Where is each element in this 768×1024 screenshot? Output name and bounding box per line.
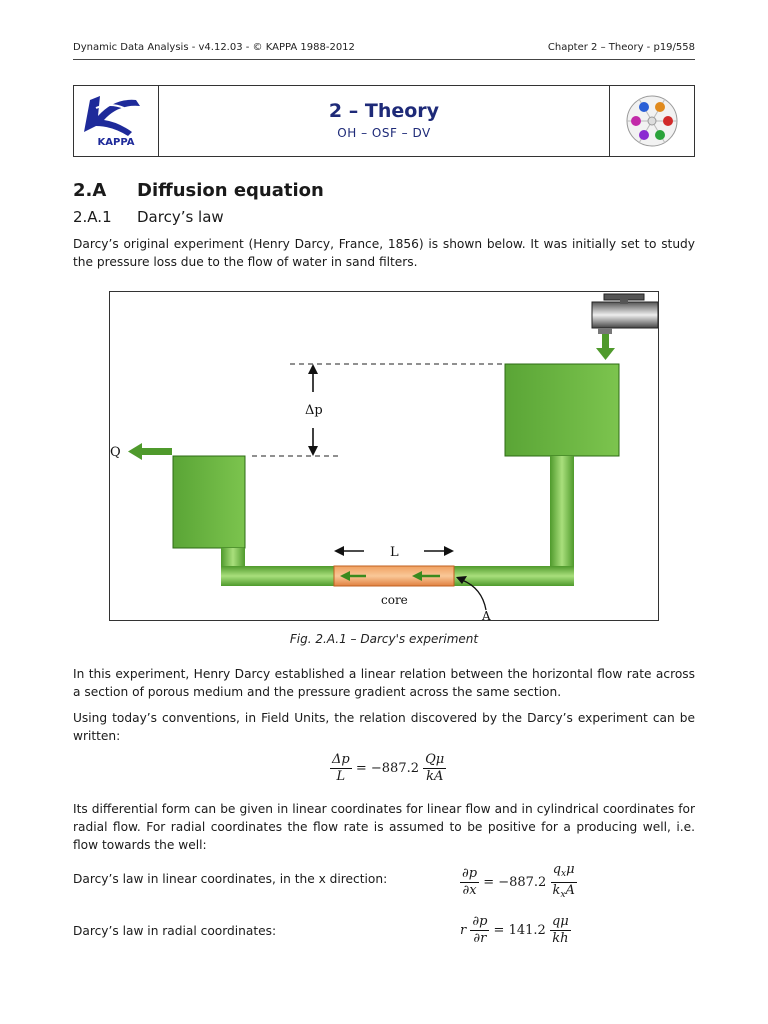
logo-text: KAPPA xyxy=(97,137,135,148)
eq3-rhs-numerator: qμ xyxy=(551,914,569,929)
eq2-rhs-denominator: $k_xA$ xyxy=(552,883,575,900)
eq3-coefficient: = 141.2 xyxy=(493,923,546,938)
eq3-label: Darcy’s law in radial coordinates: xyxy=(73,924,277,938)
header-rule xyxy=(73,59,695,60)
equation-darcy-linear xyxy=(460,862,577,903)
eq2-label: Darcy’s law in linear coordinates, in the x direction: xyxy=(73,872,388,886)
eq3-prefix: r xyxy=(460,923,467,938)
eq2-coefficient: = −887.2 xyxy=(483,875,547,890)
kappa-logo xyxy=(74,86,159,156)
chapter-subtitle: OH – OSF – DV xyxy=(337,126,431,140)
eq2-lhs-denominator: ∂x xyxy=(462,883,477,898)
gems-wheel xyxy=(609,86,694,156)
eq1-coefficient: = −887.2 xyxy=(355,761,419,776)
eq1-lhs-denominator: L xyxy=(336,769,346,784)
eq1-lhs-numerator: Δp xyxy=(332,752,350,767)
darcy-experiment-figure xyxy=(109,291,659,621)
label-a: A xyxy=(482,609,491,620)
eq2-lhs-numerator: ∂p xyxy=(462,866,478,881)
label-delta-p: Δp xyxy=(305,403,323,418)
label-q: Q xyxy=(110,445,121,460)
subsection-title: Darcy’s law xyxy=(137,208,224,226)
eq2-rhs-numerator: $q_x\mu$ xyxy=(551,862,577,883)
paragraph-conventions: Using today’s conventions, in Field Units, the relation discovered by the Darcy’s experiment can be written: xyxy=(73,711,695,743)
equation-darcy-field-units xyxy=(330,752,446,785)
chapter-title-box xyxy=(73,85,695,157)
eq1-rhs-denominator: kA xyxy=(426,769,444,784)
eq1-rhs-numerator: Qμ xyxy=(425,752,445,767)
section-title: Diffusion equation xyxy=(137,180,324,201)
equation-darcy-radial xyxy=(460,914,571,947)
paragraph-experiment: In this experiment, Henry Darcy established a linear relation between the horizontal flow rate across a section of porous medium and the pressure gradient across the same section. xyxy=(73,667,695,699)
running-header-left: Dynamic Data Analysis - v4.12.03 - © KAPPA 1988-2012 xyxy=(73,42,355,53)
section-heading xyxy=(73,180,324,201)
eq3-rhs-denominator: kh xyxy=(552,931,569,946)
darcy-apparatus-diagram xyxy=(110,292,658,620)
label-core: core xyxy=(381,593,408,607)
gems-wheel-icon xyxy=(610,86,694,156)
paragraph-differential-form: Its differential form can be given in linear coordinates for linear flow and in cylindrical coordinates for radial flow. For radial coordinates the flow rate is assumed to be positive for a producing well, i.e. flow towards the well: xyxy=(73,802,695,852)
eq3-lhs-denominator: ∂r xyxy=(473,931,487,946)
eq3-lhs-numerator: ∂p xyxy=(472,914,488,929)
label-l: L xyxy=(390,545,399,560)
chapter-title: 2 – Theory xyxy=(328,100,440,122)
subsection-heading xyxy=(73,208,224,226)
running-header-right: Chapter 2 – Theory - p19/558 xyxy=(547,42,695,53)
paragraph-intro: Darcy’s original experiment (Henry Darcy, France, 1856) is shown below. It was initially set to study the pressure loss due to the flow of water in sand filters. xyxy=(73,237,695,269)
section-number: 2.A xyxy=(73,180,107,201)
subsection-number: 2.A.1 xyxy=(73,208,112,226)
figure-caption: Fig. 2.A.1 – Darcy's experiment xyxy=(289,632,479,646)
